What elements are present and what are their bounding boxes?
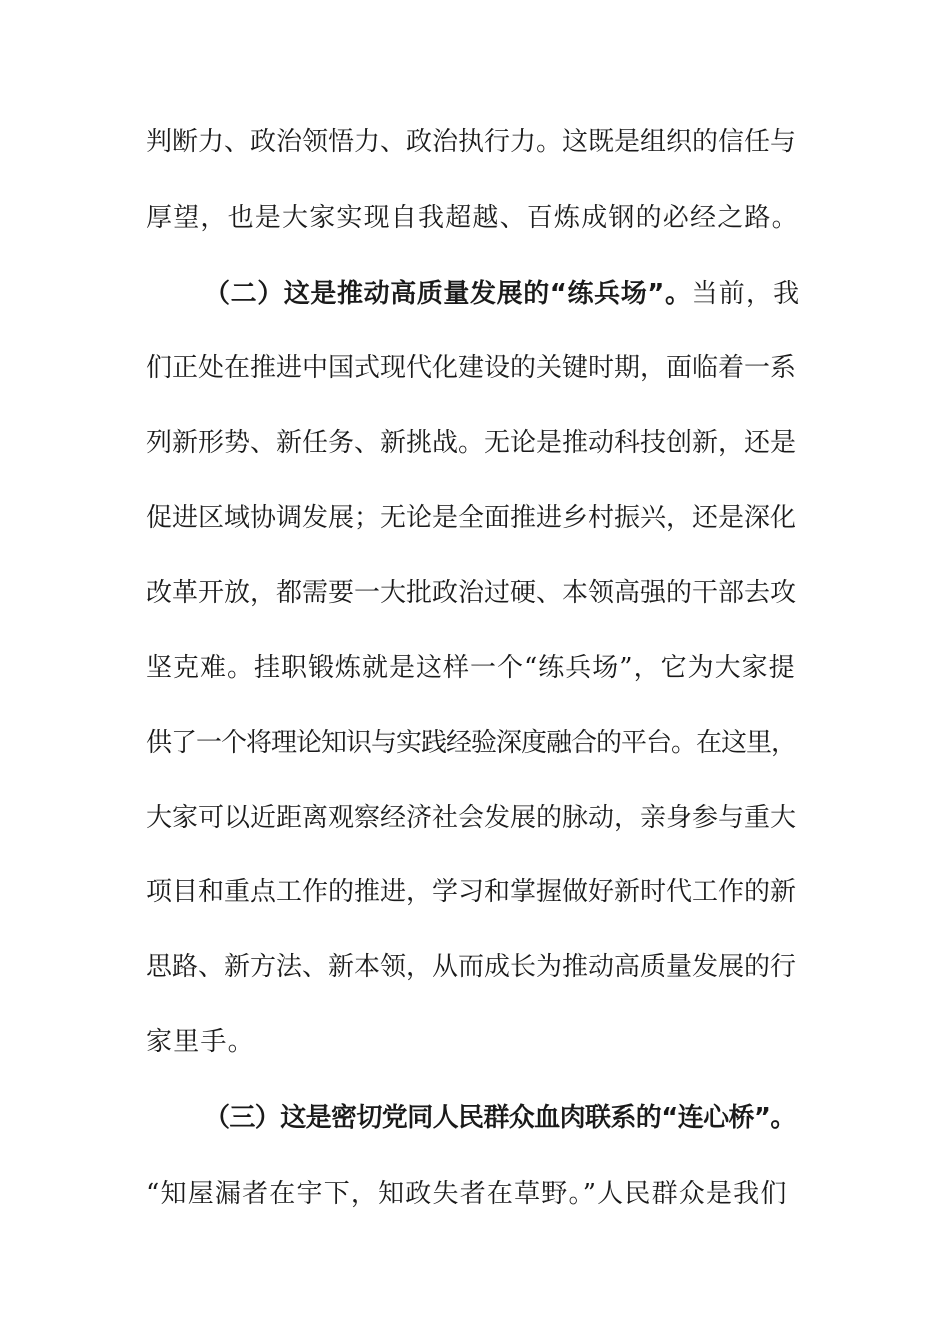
paragraph-3-line: “知屋漏者在宇下，知政失者在草野。”人民群众是我们 <box>146 1179 788 1209</box>
section-3-heading: （三）这是密切党同人民群众血肉联系的“连心桥”。 <box>204 1103 796 1133</box>
paragraph-1-line-1: 判断力、政治领悟力、政治执行力。这既是组织的信任与 <box>146 127 797 157</box>
paragraph-2-line: 项目和重点工作的推进，学习和掌握做好新时代工作的新 <box>146 877 797 907</box>
paragraph-2-line: 供了一个将理论知识与实践经验深度融合的平台。在这里， <box>146 728 797 758</box>
paragraph-2-line: 大家可以近距离观察经济社会发展的脉动，亲身参与重大 <box>146 803 797 833</box>
paragraph-2-line: 们正处在推进中国式现代化建设的关键时期，面临着一系 <box>146 353 797 383</box>
paragraph-2-first-line-text: 当前，我 <box>691 279 801 309</box>
paragraph-2-first-line <box>204 274 800 314</box>
paragraph-2-line: 家里手。 <box>146 1027 255 1057</box>
paragraph-2-line: 促进区域协调发展；无论是全面推进乡村振兴，还是深化 <box>146 503 797 533</box>
section-2-heading: （二）这是推动高质量发展的“练兵场”。 <box>204 279 692 309</box>
paragraph-2-line: 坚克难。挂职锻炼就是这样一个“练兵场”，它为大家提 <box>146 653 796 683</box>
paragraph-2-line: 列新形势、新任务、新挑战。无论是推动科技创新，还是 <box>146 428 797 458</box>
paragraph-2-line: 改革开放，都需要一大批政治过硬、本领高强的干部去攻 <box>146 578 797 608</box>
paragraph-1-line-2: 厚望，也是大家实现自我超越、百炼成钢的必经之路。 <box>146 203 799 233</box>
paragraph-2-line: 思路、新方法、新本领，从而成长为推动高质量发展的行 <box>146 952 797 982</box>
